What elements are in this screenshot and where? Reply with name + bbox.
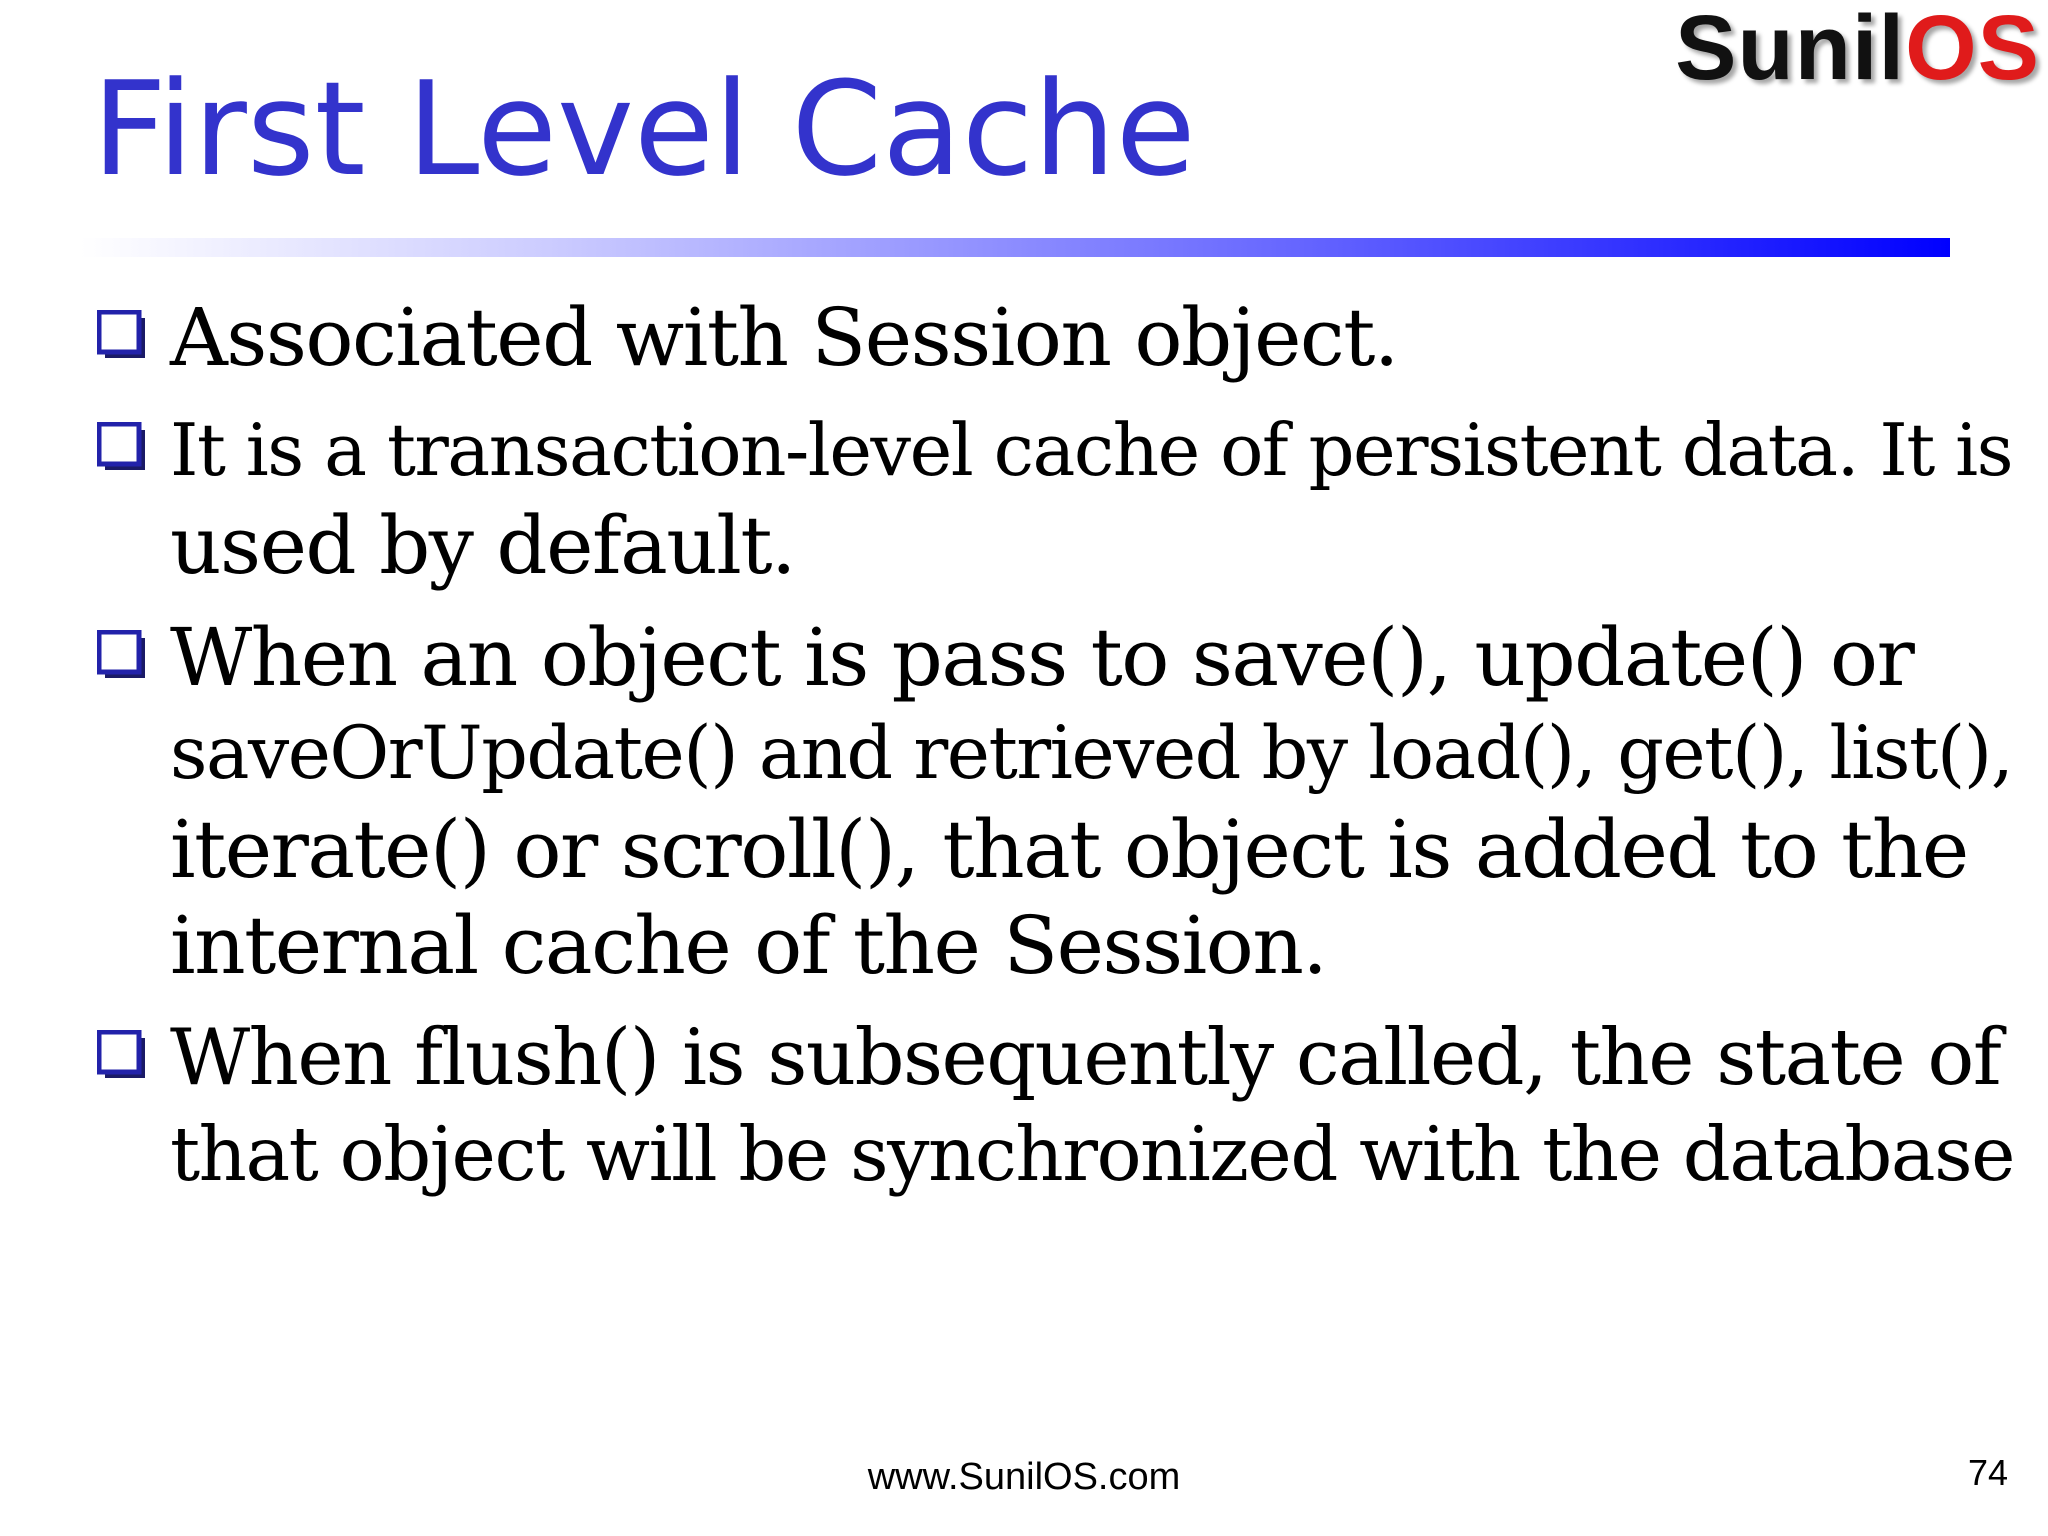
bullet-list — [95, 290, 2015, 1218]
square-bullet-icon — [97, 1030, 145, 1078]
bullet-line: When flush() is subsequently called, the state of — [170, 1013, 2001, 1103]
bullet-line: internal cache of the Session. — [170, 899, 1327, 992]
title-divider — [80, 238, 1950, 257]
bullet-line: that object will be synchronized with the database — [170, 1110, 2014, 1198]
bullet-line: When an object is pass to save(), update() or — [170, 611, 1914, 704]
logo-text-os: OS — [1905, 0, 2040, 99]
bullet-text — [170, 1010, 2015, 1202]
bullet-text — [170, 610, 2015, 994]
bullet-line: It is a transaction-level cache of persistent data. It is — [170, 408, 2013, 492]
logo-text-sunil: Sunil — [1675, 0, 1906, 99]
footer-url: www.SunilOS.com — [867, 1456, 1181, 1498]
bullet-text — [170, 402, 2015, 594]
bullet-item — [95, 402, 2015, 594]
bullet-line: used by default. — [170, 499, 795, 592]
bullet-line: iterate() or scroll(), that object is added to the — [170, 803, 1968, 896]
bullet-item — [95, 290, 2015, 386]
bullet-text — [170, 290, 2015, 386]
slide-title: First Level Cache — [92, 53, 1196, 205]
sunilos-logo — [1675, 0, 2040, 99]
bullet-line: Associated with Session object. — [170, 291, 1398, 384]
page-number: 74 — [1967, 1452, 2008, 1493]
square-bullet-icon — [97, 630, 145, 678]
square-bullet-icon — [97, 310, 145, 358]
bullet-line: saveOrUpdate() and retrieved by load(), get(), list(), — [170, 711, 2013, 796]
square-bullet-icon — [97, 422, 145, 470]
bullet-item — [95, 610, 2015, 994]
bullet-item — [95, 1010, 2015, 1202]
